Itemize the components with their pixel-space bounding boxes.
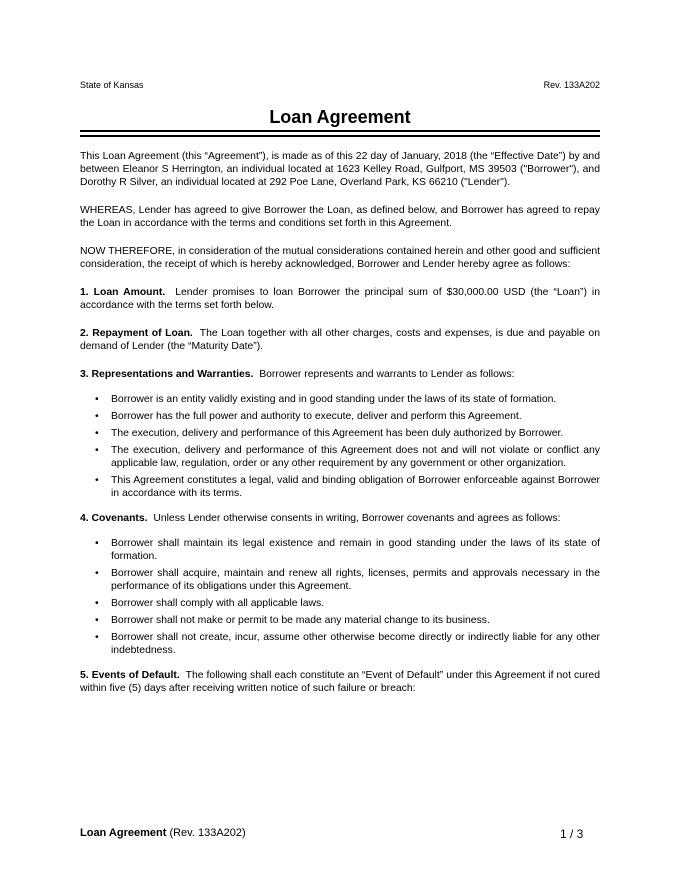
list-item: • Borrower shall acquire, maintain and renew all rights, licenses, permits and approvals necessary in the performance of its obligations under this Agreement. [80,567,600,593]
title-rule-top [80,130,600,132]
section-heading: 4. Covenants. [80,513,148,524]
intro-paragraph: This Loan Agreement (this “Agreement”), is made as of this 22 day of January, 2018 (the “Effective Date”) by and between Eleanor S Herrington, an individual located at 1623 Kelley Road, Gulfport, MS 39503 ("Borrower"), and Dorothy R Silver, an individual located at 292 Poe Lane, Overland Park, KS 66210 ("Lender"). [80,151,600,188]
footer-revision: (Rev. 133A202) [169,827,246,839]
section-loan-amount [80,286,600,312]
representations-list [80,393,600,500]
state-label: State of Kansas [80,80,144,90]
section-text: Borrower represents and warrants to Lender as follows: [259,369,515,380]
section-text: Lender promises to loan Borrower the principal sum of $30,000.00 USD (the “Loan”) in accordance with the terms set forth below. [80,287,600,311]
section-heading: 2. Repayment of Loan. [80,328,193,339]
section-text: Unless Lender otherwise consents in writing, Borrower covenants and agrees as follows: [153,513,561,524]
section-text: The following shall each constitute an “Event of Default” under this Agreement if not cured within five (5) days after receiving written notice of such failure or breach: [80,670,600,694]
document-title: Loan Agreement [269,107,411,127]
list-item: • Borrower is an entity validly existing and in good standing under the laws of its state of formation. [80,393,600,406]
document-body [80,150,600,710]
section-representations [80,368,600,381]
revision-label: Rev. 133A202 [543,80,600,90]
page-header [80,80,600,90]
section-heading: 5. Events of Default. [80,670,180,681]
list-item: • Borrower has the full power and authority to execute, deliver and perform this Agreement. [80,410,600,423]
list-item: • Borrower shall not make or permit to be made any material change to its business. [80,614,600,627]
section-heading: 3. Representations and Warranties. [80,369,254,380]
page-footer [80,827,600,839]
document-page [80,0,600,880]
title-rule-bottom [80,135,600,137]
covenants-list [80,537,600,657]
footer-doc-name: Loan Agreement [80,827,167,839]
section-heading: 1. Loan Amount. [80,287,166,298]
list-item: • This Agreement constitutes a legal, valid and binding obligation of Borrower enforceable against Borrower in accordance with its terms. [80,474,600,500]
whereas-paragraph: WHEREAS, Lender has agreed to give Borrower the Loan, as defined below, and Borrower has agreed to repay the Loan in accordance with the terms and conditions set forth in this Agreement. [80,205,600,229]
list-item: • The execution, delivery and performance of this Agreement has been duly authorized by Borrower. [80,427,600,440]
list-item: • Borrower shall comply with all applicable laws. [80,597,600,610]
section-repayment [80,327,600,353]
section-events-of-default [80,669,600,695]
list-item: • The execution, delivery and performance of this Agreement does not and will not violate or conflict any applicable law, regulation, order or any other requirement by any government or other organization. [80,444,600,470]
now-therefore-paragraph: NOW THEREFORE, in consideration of the mutual considerations contained herein and other good and sufficient consideration, the receipt of which is hereby acknowledged, Borrower and Lender hereby agree as follows: [80,246,601,270]
list-item: • Borrower shall maintain its legal existence and remain in good standing under the laws of its state of formation. [80,537,600,563]
section-covenants [80,512,600,525]
page-number: 1 / 3 [560,827,584,841]
list-item: • Borrower shall not create, incur, assume other otherwise become directly or indirectly liable for any other indebtedness. [80,631,600,657]
section-text: The Loan together with all other charges, costs and expenses, is due and payable on demand of Lender (the “Maturity Date”). [80,328,600,352]
